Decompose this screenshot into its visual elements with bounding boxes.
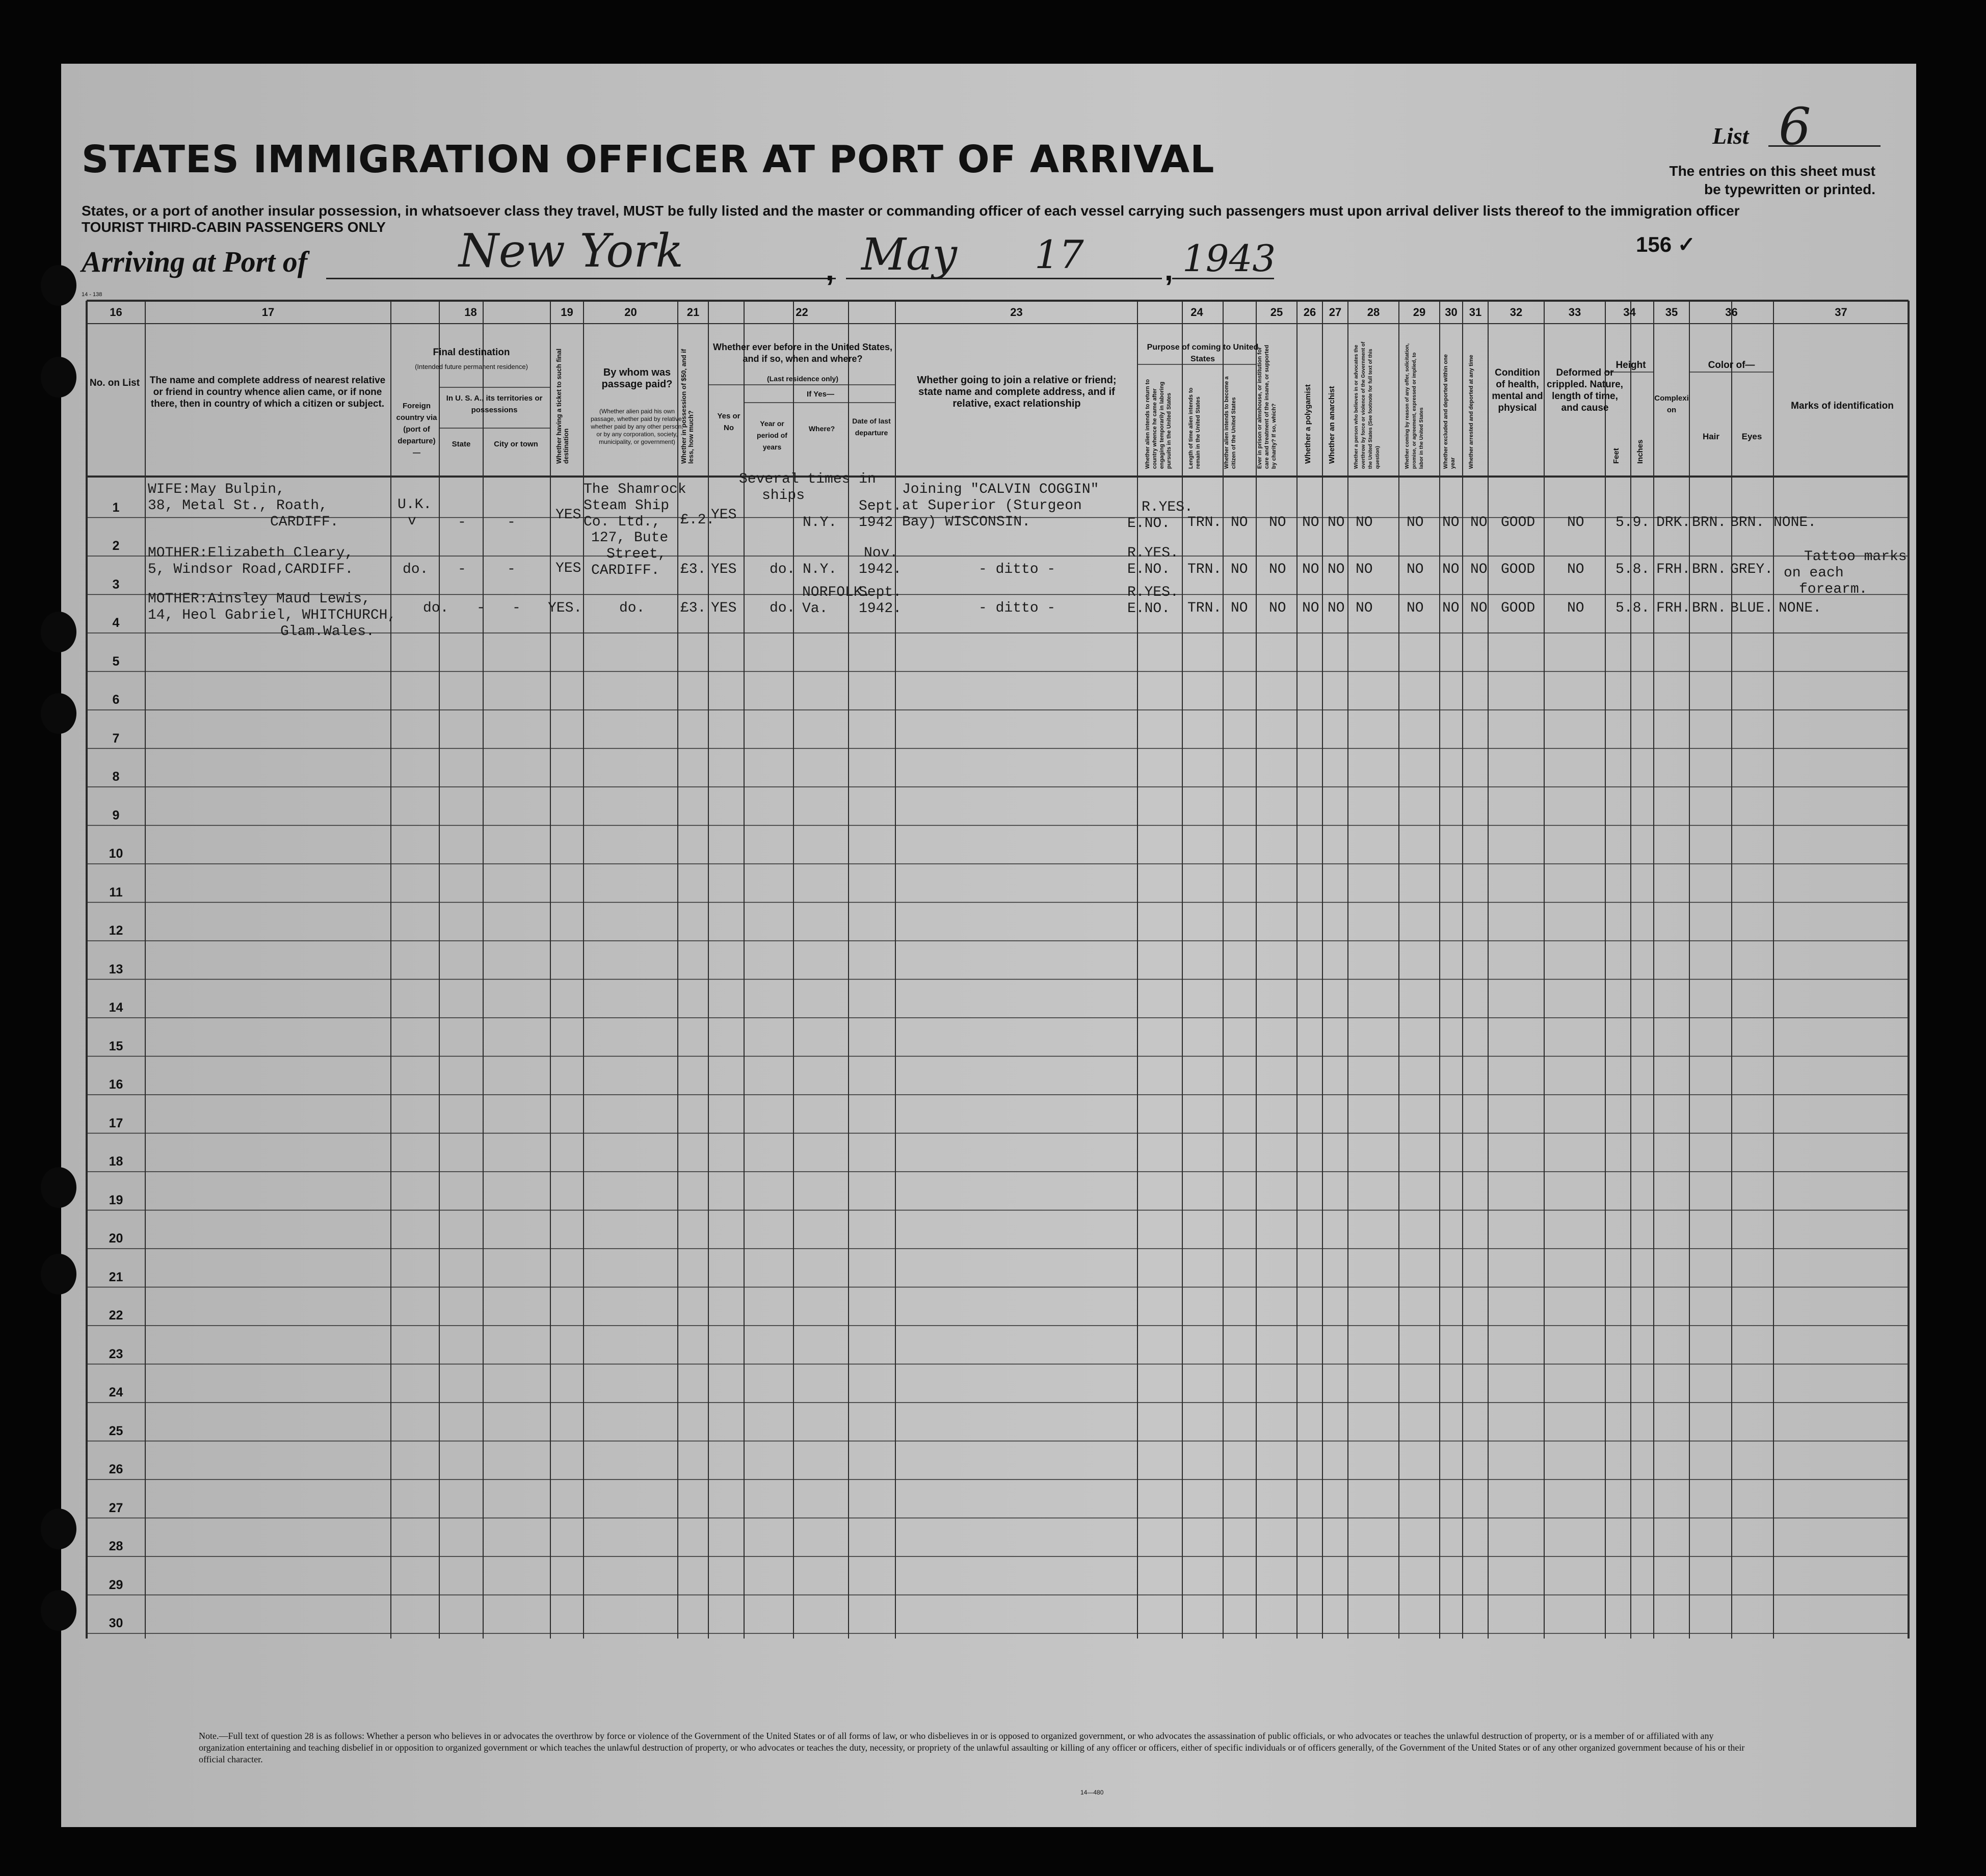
row-number: 28 xyxy=(109,1539,123,1554)
header-no-on-list: No. on List xyxy=(89,378,140,388)
line: Sept. xyxy=(859,498,902,514)
entry-1-city: - xyxy=(507,515,516,531)
entry-3-purpose-c: NO xyxy=(1231,600,1248,616)
column-number: 20 xyxy=(624,306,637,319)
header-possession-50: Whether in possession of $50, and if less, how much? xyxy=(680,349,695,464)
column-number: 21 xyxy=(686,306,700,319)
entry-1-q26: NO xyxy=(1302,515,1319,531)
comma: , xyxy=(1164,253,1173,287)
entry-2-condition: GOOD xyxy=(1501,562,1535,577)
entry-3-marks: NONE. xyxy=(1779,600,1822,616)
entry-3-state: - xyxy=(476,600,485,616)
entry-1-q25: NO xyxy=(1269,515,1286,531)
row-number: 16 xyxy=(109,1077,123,1092)
header-purpose-a: Whether alien intends to return to country whence he came after engaging temporarily in laboring pursuits in the United States xyxy=(1145,379,1172,469)
line: E.NO. xyxy=(1127,516,1171,532)
entry-1-purpose-a xyxy=(1127,499,1193,532)
line: U.K. xyxy=(398,497,432,513)
entry-3-deformed: NO xyxy=(1567,600,1584,616)
line: R.YES. xyxy=(1127,545,1179,561)
header-nearest-relative: The name and complete address of nearest relative or friend in country whence alien came, or if none there, then in country of which a citizen or subject. xyxy=(149,375,386,409)
entry-3-ticket: YES. xyxy=(548,600,582,616)
entry-2-ever-before: YES xyxy=(711,562,737,577)
entry-2-money: £3. xyxy=(680,562,706,577)
column-number: 33 xyxy=(1568,306,1581,319)
entry-3-city: - xyxy=(512,600,521,616)
row-number: 15 xyxy=(109,1039,123,1053)
entry-2-q25: NO xyxy=(1269,562,1286,577)
header-foreign-country: Foreign country via (port of departure)— xyxy=(396,402,437,457)
row-number: 8 xyxy=(112,770,120,784)
header-height: Height xyxy=(1616,360,1646,371)
entry-1-ticket: YES xyxy=(555,507,581,523)
entry-3-relative xyxy=(148,591,396,640)
entry-2-year-period: do. xyxy=(770,562,796,577)
sheet-number: 156 ✓ xyxy=(1636,232,1696,256)
row-number: 29 xyxy=(109,1577,123,1592)
row-number: 27 xyxy=(109,1500,123,1515)
year-handwritten: 1943 xyxy=(1182,237,1276,280)
port-handwritten: New York xyxy=(459,224,683,278)
row-number: 30 xyxy=(109,1616,123,1631)
row-number: 20 xyxy=(109,1231,123,1246)
entry-2-passage-paid xyxy=(591,530,668,579)
column-number: 30 xyxy=(1445,306,1458,319)
entry-3-q28: NO xyxy=(1356,600,1373,616)
entry-1-ever-before: YES xyxy=(711,507,737,523)
entry-3-date-departure xyxy=(859,585,902,617)
row-number: 5 xyxy=(112,654,120,669)
entry-2-purpose-a xyxy=(1127,545,1179,578)
entry-2-purpose-c: NO xyxy=(1231,562,1248,577)
row-number: 2 xyxy=(112,539,120,553)
entry-1-foreign-country xyxy=(398,497,432,530)
entry-1-eyes: BRN. xyxy=(1730,515,1765,531)
entry-2-q29: NO xyxy=(1407,562,1424,577)
row-number: 19 xyxy=(109,1193,123,1207)
entry-3-passage-paid: do. xyxy=(619,600,645,616)
row-number: 4 xyxy=(112,616,120,630)
header-anarchist: Whether an anarchist xyxy=(1328,386,1336,464)
entry-2-marks xyxy=(1768,549,1907,598)
header-feet: Feet xyxy=(1612,448,1621,464)
entry-3-q25: NO xyxy=(1269,600,1286,616)
entry-1-state: - xyxy=(458,515,466,531)
class-line: TOURIST THIRD-CABIN PASSENGERS ONLY xyxy=(82,219,386,235)
entry-2-date-departure xyxy=(859,545,902,578)
line: ships xyxy=(762,488,805,504)
column-number: 23 xyxy=(1010,306,1023,319)
line: v xyxy=(408,513,416,529)
column-number: 25 xyxy=(1270,306,1283,319)
entry-1-q28: NO xyxy=(1356,515,1373,531)
header-passage-paid: By whom was passage paid? xyxy=(601,367,673,390)
header-year-period: Year or period of years xyxy=(757,419,787,451)
line: Street, xyxy=(606,546,667,562)
line: Co. Ltd., xyxy=(584,514,661,530)
header-hair: Hair xyxy=(1702,432,1720,441)
entry-3-join: - ditto - xyxy=(978,600,1056,616)
entry-2-ticket: YES xyxy=(555,561,581,576)
entry-1-passage-paid xyxy=(584,482,686,531)
column-number: 36 xyxy=(1725,306,1738,319)
row-number: 24 xyxy=(109,1385,123,1400)
row-number: 10 xyxy=(109,847,123,861)
entry-3-condition: GOOD xyxy=(1501,600,1535,616)
column-number: 17 xyxy=(261,306,275,319)
header-city: City or town xyxy=(494,440,538,448)
list-number: 6 xyxy=(1779,97,1811,156)
line: Several times in xyxy=(739,471,876,487)
column-number: 26 xyxy=(1303,306,1316,319)
entry-3-q27: NO xyxy=(1328,600,1345,616)
comma: , xyxy=(826,253,834,287)
header-q28: Whether a person who believes in or advocates the overthrow by force or violence of the Government of the United States (See footnote for full text of this question) xyxy=(1354,341,1381,469)
entry-2-join: - ditto - xyxy=(978,562,1056,577)
line: Nov. xyxy=(864,545,898,561)
header-purpose-b: Length of time alien intends to remain in the United States xyxy=(1188,387,1201,469)
entry-2-q27: NO xyxy=(1328,562,1345,577)
header-deformed: Deformed or crippled. Nature, length of time, and cause xyxy=(1547,367,1623,413)
entry-1-date-departure xyxy=(859,498,902,531)
row-number: 21 xyxy=(109,1270,123,1284)
line: on each xyxy=(1784,565,1844,581)
header-polygamist: Whether a polygamist xyxy=(1304,384,1312,464)
entry-2-where: N.Y. xyxy=(803,562,837,577)
line: 1942 xyxy=(859,515,893,531)
entry-1-where: N.Y. xyxy=(803,515,837,531)
row-number: 9 xyxy=(112,808,120,823)
entry-3-year-period: do. xyxy=(770,600,796,616)
line: MOTHER:Ainsley Maud Lewis, xyxy=(148,591,370,607)
row-number: 22 xyxy=(109,1308,123,1323)
entry-3-q31: NO xyxy=(1470,600,1488,616)
entry-2-height: 5.8. xyxy=(1616,562,1650,577)
row-number: 26 xyxy=(109,1462,123,1477)
entry-3-q30: NO xyxy=(1442,600,1460,616)
entry-1-q30: NO xyxy=(1442,515,1460,531)
line: R.YES. xyxy=(1142,499,1193,515)
line: at Superior (Sturgeon xyxy=(902,498,1082,514)
entry-2-deformed: NO xyxy=(1567,562,1584,577)
entry-3-purpose-a xyxy=(1127,585,1179,617)
day-handwritten: 17 xyxy=(1035,232,1084,277)
line: Joining "CALVIN COGGIN" xyxy=(902,482,1099,497)
entry-1-money: £.2. xyxy=(680,512,715,528)
row-number: 17 xyxy=(109,1116,123,1130)
column-number: 28 xyxy=(1367,306,1380,319)
header-prison: Ever in prison or almshouse, or institution for care and treatment of the insane, or supported by charity? If so, which? xyxy=(1257,345,1277,469)
header-q31: Whether arrested and deported at any time xyxy=(1468,355,1474,469)
line: 38, Metal St., Roath, xyxy=(148,498,328,514)
entry-1-complexion: DRK. xyxy=(1656,515,1691,531)
entry-3-q26: NO xyxy=(1302,600,1319,616)
line: 14, Heol Gabriel, WHITCHURCH, xyxy=(148,607,396,623)
entry-2-q31: NO xyxy=(1470,562,1488,577)
row-number: 3 xyxy=(112,577,120,592)
header-where: Where? xyxy=(808,425,835,433)
line: Tattoo marks xyxy=(1804,549,1907,565)
column-number: 31 xyxy=(1469,306,1482,319)
row-number: 7 xyxy=(112,731,120,746)
header-eyes: Eyes xyxy=(1741,432,1762,441)
entry-1-height: 5.9. xyxy=(1616,515,1650,531)
header-color-of: Color of— xyxy=(1708,360,1755,371)
line: Glam.Wales. xyxy=(280,624,375,640)
header-join-relative: Whether going to join a relative or friend; state name and complete address, and if relative, exact relationship xyxy=(917,375,1117,409)
entry-3-ever-before: YES xyxy=(711,600,737,616)
entry-1-marks: NONE. xyxy=(1773,515,1817,531)
entry-2-state: - xyxy=(458,562,466,577)
entry-2-city: - xyxy=(507,562,516,577)
note-line-2: be typewritten or printed. xyxy=(1704,181,1875,197)
header-marks: Marks of identification xyxy=(1791,401,1894,411)
line: E.NO. xyxy=(1127,562,1171,577)
entry-2-purpose-b: TRN. xyxy=(1187,562,1222,577)
line: 5, Windsor Road,CARDIFF. xyxy=(148,562,354,577)
entry-1-q29: NO xyxy=(1407,515,1424,531)
entry-2-q26: NO xyxy=(1302,562,1319,577)
entry-1-purpose-c: NO xyxy=(1231,515,1248,531)
entry-3-q29: NO xyxy=(1407,600,1424,616)
entry-3-where: NORFOLK. Va. xyxy=(802,585,871,617)
line: 127, Bute xyxy=(591,530,669,546)
column-number: 22 xyxy=(796,306,808,319)
entry-2-hair: BRN. xyxy=(1692,562,1727,577)
header-final-destination: Final destination xyxy=(433,347,510,358)
header-in-usa: In U. S. A., its territories or possessions xyxy=(446,394,543,414)
line: CARDIFF. xyxy=(591,563,660,578)
entry-1-q27: NO xyxy=(1328,515,1345,531)
arriving-label: Arriving at Port of xyxy=(82,245,308,278)
entry-2-q28: NO xyxy=(1356,562,1373,577)
header-if-yes: If Yes— xyxy=(807,390,834,399)
entry-1-q31: NO xyxy=(1470,515,1488,531)
line: WIFE:May Bulpin, xyxy=(148,482,285,497)
entry-1-condition: GOOD xyxy=(1501,515,1535,531)
column-number: 16 xyxy=(110,306,122,319)
header-ticket: Whether having a ticket to such final destination xyxy=(555,348,570,464)
entry-2-relative xyxy=(148,545,353,578)
line: The Shamrock xyxy=(584,482,686,497)
header-yes-no: Yes or No xyxy=(717,412,740,432)
row-number: 18 xyxy=(109,1154,123,1169)
form-number: 14 - 138 xyxy=(82,292,102,298)
header-state: State xyxy=(452,440,471,448)
header-purpose: Purpose of coming to United States xyxy=(1147,343,1259,363)
entry-3-purpose-b: TRN. xyxy=(1187,600,1222,616)
line: MOTHER:Elizabeth Cleary, xyxy=(148,545,354,561)
column-number: 19 xyxy=(561,306,573,319)
header-ever-before-sub: (Last residence only) xyxy=(766,375,839,383)
entry-3-complexion: FRH. xyxy=(1656,600,1691,616)
entry-2-q30: NO xyxy=(1442,562,1460,577)
column-number: 18 xyxy=(464,306,477,319)
column-number: 24 xyxy=(1190,306,1203,319)
column-number: 35 xyxy=(1665,306,1678,319)
row-number: 12 xyxy=(109,923,123,938)
entry-2-foreign-country: do. xyxy=(403,562,429,577)
entry-1-deformed: NO xyxy=(1567,515,1584,531)
instructions-line: States, or a port of another insular possession, in whatsoever class they travel, MUST be fully listed and the master or commanding officer of each vessel carrying such passengers must upon arrival deliver lists thereof to the immigration officer xyxy=(82,203,1740,219)
line: Bay) WISCONSIN. xyxy=(902,514,1031,530)
line: CARDIFF. xyxy=(270,514,339,530)
entry-1-purpose-b: TRN. xyxy=(1187,515,1222,531)
entry-3-foreign-country: do. xyxy=(423,600,449,616)
header-passage-paid-sub: (Whether alien paid his own passage, whether paid by relative, whether paid by any other person, or by any corporation, society, municipality, or government) xyxy=(590,408,684,445)
line: Sept. xyxy=(859,585,902,600)
entry-2-complexion: FRH. xyxy=(1656,562,1691,577)
entry-3-money: £3. xyxy=(680,600,706,616)
entry-1-ever-before-note xyxy=(739,471,876,504)
row-number: 13 xyxy=(109,962,123,976)
row-number: 6 xyxy=(112,693,120,707)
column-number: 32 xyxy=(1510,306,1523,319)
month-handwritten: May xyxy=(861,229,957,280)
header-q30: Whether excluded and deported within one year xyxy=(1443,354,1456,469)
entry-3-eyes: BLUE. xyxy=(1730,600,1773,616)
line: 1942. xyxy=(859,601,902,617)
line: E.NO. xyxy=(1127,601,1171,617)
note-line-1: The entries on this sheet must xyxy=(1669,163,1875,179)
row-number: 1 xyxy=(112,500,120,515)
header-inches: Inches xyxy=(1636,439,1645,464)
header-date-departure: Date of last departure xyxy=(852,417,891,437)
header-condition: Condition of health, mental and physical xyxy=(1492,367,1543,413)
row-number: 25 xyxy=(109,1423,123,1438)
entry-3-hair: BRN. xyxy=(1692,600,1727,616)
header-final-destination-sub: (Intended future permanent residence) xyxy=(415,363,528,371)
header-q29: Whether coming by reason of any offer, solicitation, promise, or agreement, expressed or implied, to labor in the United States xyxy=(1405,343,1424,469)
entry-1-relative xyxy=(148,482,338,531)
entry-1-hair: BRN. xyxy=(1692,515,1727,531)
footnote-form-number: 14—480 xyxy=(1080,1789,1104,1796)
page-title: STATES IMMIGRATION OFFICER AT PORT OF ARRIVAL xyxy=(82,138,1215,181)
entry-2-eyes: GREY. xyxy=(1730,562,1773,577)
line: R.YES. xyxy=(1127,585,1179,600)
line: 1942. xyxy=(859,562,902,577)
row-number: 14 xyxy=(109,1000,123,1015)
footnote-q28: Note.—Full text of question 28 is as follows: Whether a person who believes in or advocates the overthrow by force or violence of the Government of the United States or of all forms of law, or who disbelieves in or is opposed to organized government, or who advocates the assassination of public officials, or who advocates or teaches the unlawful destruction of property, or is a member of or affiliated with any organization entertaining and teaching disbelief in or opposition to organized government or which teaches the unlawful destruction of property, or who advocates or teaches the duty, necessity, or propriety of the unlawful assaulting or killing of any officer or officers, either of specific individuals or of officers generally, of the Government of the United States or of any other organized government because of his or their official character. xyxy=(199,1731,1745,1764)
row-number: 23 xyxy=(109,1346,123,1361)
line: Steam Ship xyxy=(584,498,670,514)
column-number: 27 xyxy=(1329,306,1342,319)
header-purpose-c: Whether alien intends to become a citizen of the United States xyxy=(1224,376,1237,469)
header-ever-before: Whether ever before in the United States, and if so, when and where? xyxy=(712,342,893,364)
line: forearm. xyxy=(1799,582,1868,597)
row-number: 11 xyxy=(109,885,123,900)
list-label: List xyxy=(1712,123,1749,149)
entry-1-join xyxy=(902,482,1099,531)
column-number: 29 xyxy=(1413,306,1426,319)
column-number: 34 xyxy=(1623,306,1636,319)
column-number: 37 xyxy=(1835,306,1847,319)
header-complexion: Complexion xyxy=(1654,394,1689,414)
entry-3-height: 5.8. xyxy=(1616,600,1650,616)
